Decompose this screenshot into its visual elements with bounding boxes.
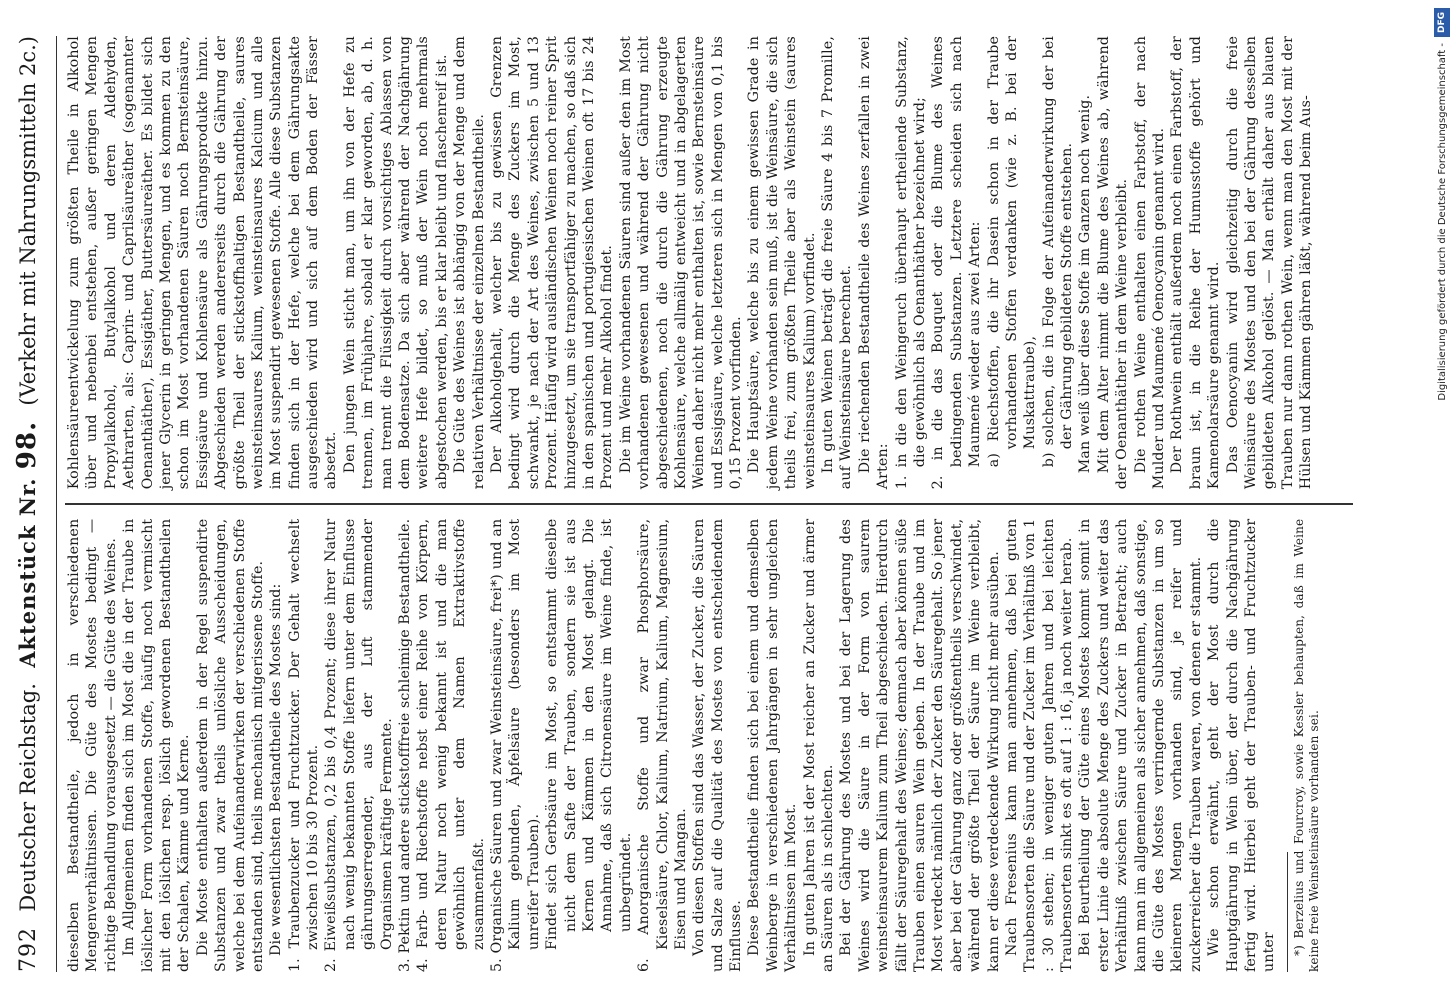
paragraph: Wie schon erwähnt, geht der Most durch die Hauptgährung in Wein über, der durch die Nachgährung fertig wird. Hierbei geht der Trauben- und Fruchtzucker unter xyxy=(1206,518,1278,972)
header-right-title: (Verkehr mit Nahrungsmitteln 2c.) xyxy=(16,36,40,406)
paragraph: Nach Fresenius kann man annehmen, daß bei guten Traubensorten die Säure und der Zucker im Verhältniß von 1 : 30 stehen; in weniger guten Jahren und bei leichten Traubensorten sinkt es oft auf 1 : 16, ja noch weiter herab. xyxy=(1003,518,1076,972)
paragraph: dieselben Bestandtheile, jedoch in verschiedenen Mengenverhältnissen. Die Güte des Mostes bedingt — richtige Behandlung vorausgesetzt — die Güte des Weines. xyxy=(66,518,119,972)
paragraph: Die im Weine vorhandenen Säuren sind außer den im Most vorhandenen gewesenen und während der Gährung nicht abgeschiedenen, noch die durch die Gährung erzeugte Kohlensäure, welche allmälig entweicht und in abgelagerten Weinen daher nicht mehr enthalten ist, sowie Bernsteinsäure und Essigsäure, welche letzteren sich in Mengen von 0,1 bis 0,15 Prozent vorfinden. xyxy=(617,36,745,490)
paragraph: Diese Bestandtheile finden sich bei einem und demselben Weinberge in verschiedenen Jahrgängen in sehr ungleichen Verhältnissen im Most. xyxy=(746,518,800,972)
paragraph: In guten Jahren ist der Most reicher an Zucker und ärmer an Säuren als in schlechten. xyxy=(801,518,837,972)
list-item: 2. Eiweißsubstanzen, 0,2 bis 0,4 Prozent; diese ihrer Natur nach wenig bekannten Stoffe liefern unter dem Einflusse gährungserregender, aus der Luft stammender Organismen kräftige Fermente. xyxy=(323,518,395,972)
list-item: 5. Organische Säuren und zwar Weinsteinsäure, frei*) und an Kalium gebunden, Äpfelsäure (besonders im Most unreifer Trauben). xyxy=(488,518,542,972)
footnote-rule xyxy=(1287,852,1288,972)
dfg-logo: DFG xyxy=(1434,8,1450,37)
paragraph: Der Alkoholgehalt, welcher bis zu gewissen Grenzen bedingt wird durch die Menge des Zuckers im Most, schwankt, je nach der Art des Weines, zwischen 5 und 13 Prozent. Häufig wird ausländischen Weinen noch reiner Sprit hinzugesetzt, um sie transportfähiger zu machen, so daß sich in den spanischen und portugiesischen Weinen oft 17 bis 24 Prozent und mehr Alkohol findet. xyxy=(488,36,616,490)
paragraph: Die wesentlichsten Bestandtheile des Mostes sind: xyxy=(268,583,285,956)
paragraph: Man weiß über diese Stoffe im Ganzen noch wenig. xyxy=(1077,94,1094,474)
column-right xyxy=(65,36,1353,489)
list-item: 4. Farb- und Riechstoffe nebst einer Reihe von Körpern, deren Natur noch wenig bekannt ist und die man gewöhnlich unter dem Namen Extraktivstoffe zusammenfaßt. xyxy=(415,518,487,972)
list-item: a) Riechstoffen, die ihr Dasein schon in der Traube vorhandenen Stoffen verdanken (wie z. B. bei der Muskattraube), xyxy=(985,36,1039,468)
paragraph: In guten Weinen beträgt die freie Säure 4 bis 7 Promille, auf Weinsteinsäure berechnet. xyxy=(820,36,855,490)
paragraph: Die Moste enthalten außerdem in der Regel suspendirte Substanzen und zwar theils unlösliche Ausscheidungen, welche bei dem Aufeinanderwirken der verschiedenen Stoffe entstanden sind, theils mechanisch mitgerissene Stoffe. xyxy=(194,518,266,972)
paragraph: Das Oenocyanin wird gleichzeitig durch die freie Weinsäure des Mostes und den bei der Gährung desselben gebildeten Alkohol gelöst. — Man erhält daher aus blauen Trauben nur dann rothen Wein, wenn man den Most mit der Hülsen und Kämmen gähren läßt, während beim Aus- xyxy=(1224,36,1315,490)
paragraph: Der Rothwein enthält außerdem noch einen Farbstoff, der braun ist, in die Reihe der Humusstoffe gehört und Kamenolarsäure genannt wird. xyxy=(1169,36,1223,490)
paragraph: Den jungen Wein sticht man, um ihn von der Hefe zu trennen, im Frühjahre, sobald er klar geworden, ab, d. h. man trennt die Flüssigkeit durch vorsichtiges Ablassen von dem Bodensatze. Da sich aber während der Nachgährung weitere Hefe bildet, so muß der Wein noch mehrmals abgestochen werden, bis er klar bleibt und flaschenreif ist. xyxy=(341,36,450,490)
header-left-title: Deutscher Reichstag. xyxy=(16,683,40,912)
paragraph: Bei Beurtheilung der Güte eines Mostes kommt somit in erster Linie die absolute Menge des Zuckers und weiter das Verhältniß zwischen Säure und Zucker in Betracht; auch kann man im allgemeinen als sicher annehmen, daß sonstige, die Güte des Mostes verringernde Substanzen in um so kleineren Mengen vorhanden sind, je reifer und zuckerreicher die Trauben waren, von denen er stammt. xyxy=(1077,518,1204,972)
list-item: Findet sich Gerbsäure im Most, so entstammt dieselbe nicht dem Safte der Trauben, sondern sie ist aus Kernen und Kämmen in den Most gelangt. Die Annahme, daß sich Citronensäure im Weine finde, ist unbegründet. xyxy=(544,518,634,950)
column-divider xyxy=(65,503,1353,505)
text-columns xyxy=(65,36,1353,972)
column-left xyxy=(65,519,1353,972)
list-item: 1. Traubenzucker und Fruchtzucker. Der Gehalt wechselt zwischen 10 bis 30 Prozent. xyxy=(286,518,322,972)
header-center-title xyxy=(12,421,42,668)
digitization-note: Digitalisierung gefördert durch die Deutsche Forschungsgemeinschaft - xyxy=(1437,43,1448,401)
paragraph: Die rothen Weine enthalten einen Farbstoff, der nach Mulder und Maumené Oenocyanin genannt wird. xyxy=(1132,36,1168,490)
list-item: 6. Anorganische Stoffe und zwar Phosphorsäure, Kieselsäure, Chlor, Kalium, Natrium, Kalium, Magnesium, Eisen und Mangan. xyxy=(636,518,689,972)
header-document-number: 98. xyxy=(12,420,42,470)
digitization-credit-text xyxy=(1430,0,1456,1000)
paragraph: Mit dem Alter nimmt die Blume des Weines ab, während der Oenanthäther in dem Weine verbleibt. xyxy=(1095,36,1131,490)
digitization-credit xyxy=(1404,0,1448,1000)
list-item: 1. in die den Weingeruch überhaupt ertheilende Substanz, die gewöhnlich als Oenanthäther bezeichnet wird; xyxy=(893,36,928,490)
paragraph: Von diesen Stoffen sind das Wasser, der Zucker, die Säuren und Salze auf die Qualität des Mostes von entscheidendem Einflusse. xyxy=(691,518,745,972)
page-number: 792 xyxy=(16,927,41,972)
list-item: b) solchen, die in Folge der Aufeinanderwirkung der bei der Gährung gebildeten Stoffe entstehen. xyxy=(1040,36,1076,468)
paragraph: Die Hauptsäure, welche bis zu einem gewissen Grade in jedem Weine vorhanden sein muß, ist die Weinsäure, die sich theils frei, zum größten Theile aber als Weinstein (saures weinsteinsaures Kalium) vorfindet. xyxy=(746,36,818,490)
footnote: *) Berzelius und Fourcroy, sowie Kessler behaupten, daß im Weine keine freie Weinsteinsäure vorhanden sei. xyxy=(1291,518,1321,972)
paragraph: Im Allgemeinen finden sich im Most die in der Traube in löslicher Form vorhandenen Stoffe, häufig noch vermischt mit den löslichen resp. löslich gewordenen Bestandtheilen der Schalen, Kämme und Kerne. xyxy=(121,518,193,972)
paragraph: Die Güte des Weines ist abhängig von der Menge und dem relativen Verhältnisse der einzelnen Bestandtheile. xyxy=(452,36,487,490)
paragraph: Kohlensäureentwickelung zum größten Theile in Alkohol über und nebenbei entstehen, außer geringen Mengen Propylalkohol, Butylalkohol und deren Aldehyden, Aethrarten, als: Caprin- und Caprilsäureäther (sogenannter Oenanthäther), Essigäther, Buttersäureäther. Es bildet sich jener Glycerin in geringen Mengen, und es kommen zu den schon im Most vorhandenen Säuren noch Bernsteinsäure, Essigsäure und Kohlensäure als Gährungsprodukte hinzu. Abgeschieden werden andererseits durch die Gährung der größte Theil der stickstoffhaltigen Bestandtheile, saures weinsteinsaures Kalium, weinsteinsaures Kalcium und alle im Most suspendirt gewesenen Stoffe. Alle diese Substanzen finden sich in der Hefe, welche bei dem Gährungsakte ausgeschieden wird und sich auf dem Boden der Fässer absetzt. xyxy=(66,36,340,490)
list-item: 2. in die das Bouquet oder die Blume des Weines bedingenden Substanzen. Letztere scheiden sich nach Maumené wieder aus zwei Arten: xyxy=(930,36,984,490)
list-item: 3. Pektin und andere stickstofffreie schleimige Bestandtheile. xyxy=(397,518,414,972)
paragraph: Bei der Gährung des Mostes und bei der Lagerung des Weines wird die Säure in der Form von saurem weinsteinsaurem Kalium zum Theil abgeschieden. Hierdurch fällt der Säuregehalt des Weines; demnach aber können süße Trauben einen sauren Wein geben. In der Traube und im Most verdeckt nämlich der Zucker den Säuregehalt. So jener aber bei der Gährung ganz oder größtentheils verschwindet, während der größte Theil der Säure im Weine verbleibt, kann er diese verdeckende Wirkung nicht mehr ausüben. xyxy=(838,518,1002,972)
header-center-prefix: Aktenstück Nr. xyxy=(15,477,40,668)
paragraph: Die riechenden Bestandtheile des Weines zerfallen in zwei Arten: xyxy=(856,36,892,490)
page-header xyxy=(12,36,57,972)
